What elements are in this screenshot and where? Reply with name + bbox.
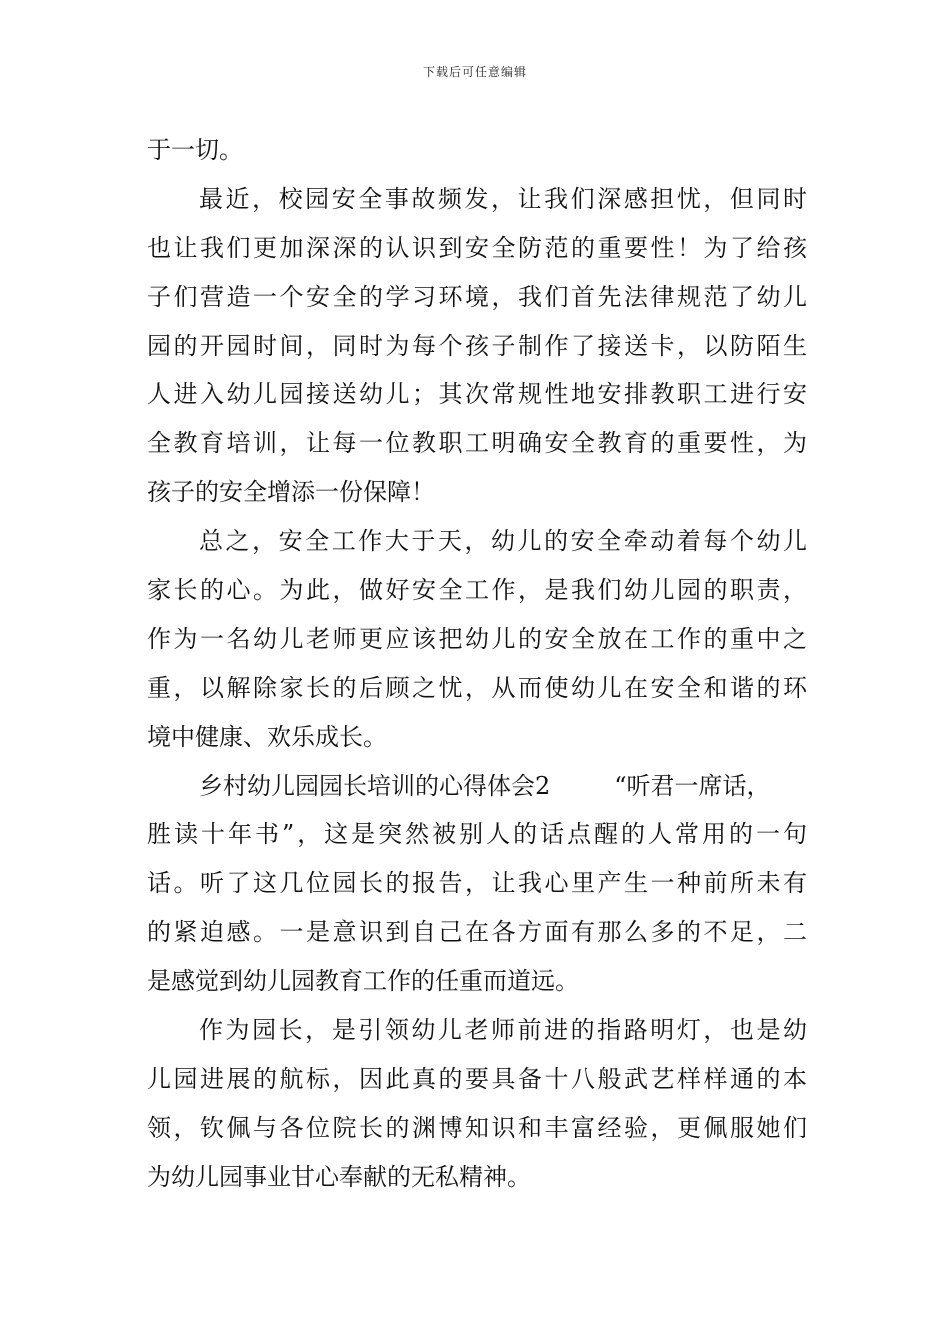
text-line: 话。听了这几位园长的报告，让我心里产生一种前所未有 (147, 869, 807, 898)
text-line: 领，钦佩与各位院长的渊博知识和丰富经验，更佩服她们 (147, 1113, 807, 1142)
page-header: 下载后可任意编辑 (422, 65, 527, 79)
document-body (147, 126, 807, 1202)
text-line: 为幼儿园事业甘心奉献的无私精神。 (147, 1162, 531, 1191)
text-line: 全教育培训，让每一位教职工明确安全教育的重要性，为 (147, 429, 807, 458)
text-line: 的紧迫感。一是意识到自己在各方面有那么多的不足，二 (147, 918, 807, 947)
text-line: 作为一名幼儿老师更应该把幼儿的安全放在工作的重中之 (147, 624, 807, 653)
text-line: 儿园进展的航标，因此真的要具备十八般武艺样样通的本 (147, 1064, 807, 1093)
text-line: 重，以解除家长的后顾之忧，从而使幼儿在安全和谐的环 (147, 673, 807, 702)
text-line: 于一切。 (147, 136, 243, 164)
text-line: 胜读十年书”，这是突然被别人的话点醒的人常用的一句 (147, 820, 807, 849)
text-line: 是感觉到幼儿园教育工作的任重而道远。 (147, 967, 579, 996)
text-line (147, 762, 807, 811)
section-heading: 乡村幼儿园园长培训的心得体会2 (199, 771, 551, 800)
text-line: 孩子的安全增添一份保障！ (147, 478, 435, 507)
text-line: 人进入幼儿园接送幼儿；其次常规性地安排教职工进行安 (147, 380, 807, 409)
quote-start: “听君一席话， (614, 771, 771, 800)
text-line: 子们营造一个安全的学习环境，我们首先法律规范了幼儿 (147, 282, 807, 311)
text-line: 也让我们更加深深的认识到安全防范的重要性！为了给孩 (147, 233, 807, 262)
text-line: 园的开园时间，同时为每个孩子制作了接送卡，以防陌生 (147, 331, 807, 360)
text-line: 最近，校园安全事故频发，让我们深感担忧，但同时 (199, 184, 807, 213)
text-line: 境中健康、欢乐成长。 (147, 722, 387, 751)
text-line: 作为园长，是引领幼儿老师前进的指路明灯，也是幼 (199, 1016, 807, 1045)
text-line: 总之，安全工作大于天，幼儿的安全牵动着每个幼儿 (199, 527, 807, 556)
text-line: 家长的心。为此，做好安全工作，是我们幼儿园的职责， (147, 576, 807, 605)
